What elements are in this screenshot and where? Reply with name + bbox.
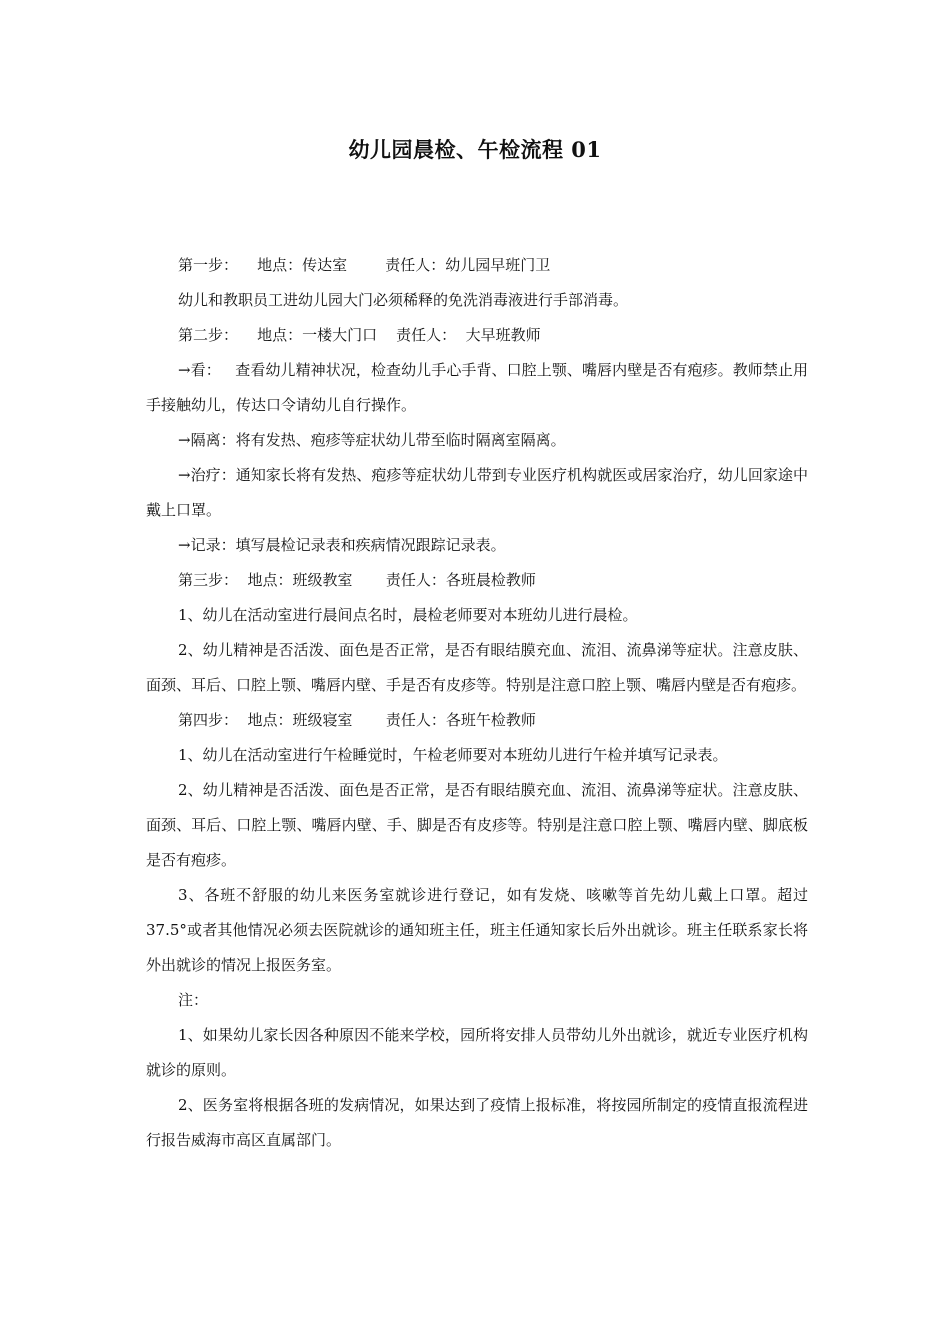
note-item-1: 1、如果幼儿家长因各种原因不能来学校，园所将安排人员带幼儿外出就诊，就近专业医疗机构就诊的原则。 xyxy=(146,1026,808,1079)
step3-heading: 第三步： 地点：班级教室 责任人：各班晨检教师 xyxy=(178,571,536,589)
step3-item-2: 2、幼儿精神是否活泼、面色是否正常，是否有眼结膜充血、流泪、流鼻涕等症状。注意皮肤、面颈、耳后、口腔上颚、嘴唇内壁、手是否有皮疹等。特别是注意口腔上颚、嘴唇内壁是否有疱疹。 xyxy=(146,641,808,694)
step2-heading: 第二步： 地点：一楼大门口 责任人： 大早班教师 xyxy=(178,326,541,344)
step2-isolate-paragraph: →隔离：将有发热、疱疹等症状幼儿带至临时隔离室隔离。 xyxy=(178,431,566,449)
step1-heading: 第一步： 地点：传达室 责任人：幼儿园早班门卫 xyxy=(178,256,551,274)
document-body xyxy=(146,248,813,1158)
step2-treat-paragraph: →治疗：通知家长将有发热、疱疹等症状幼儿带到专业医疗机构就医或居家治疗，幼儿回家途中戴上口罩。 xyxy=(146,466,808,519)
step3-item-1: 1、幼儿在活动室进行晨间点名时，晨检老师要对本班幼儿进行晨检。 xyxy=(178,606,638,624)
step4-item-3: 3、各班不舒服的幼儿来医务室就诊进行登记，如有发烧、咳嗽等首先幼儿戴上口罩。超过 37.5°或者其他情况必须去医院就诊的通知班主任，班主任通知家长后外出就诊。班主任联系家长将外出就诊的情况上报医务室。 xyxy=(146,886,813,974)
note-item-2: 2、医务室将根据各班的发病情况，如果达到了疫情上报标准，将按园所制定的疫情直报流程进行报告威海市高区直属部门。 xyxy=(146,1096,808,1149)
step4-item-1: 1、幼儿在活动室进行午检睡觉时，午检老师要对本班幼儿进行午检并填写记录表。 xyxy=(178,746,728,764)
step4-item-2: 2、幼儿精神是否活泼、面色是否正常，是否有眼结膜充血、流泪、流鼻涕等症状。注意皮肤、面颈、耳后、口腔上颚、嘴唇内壁、手、脚是否有皮疹等。特别是注意口腔上颚、嘴唇内壁、脚底板是否有疱疹。 xyxy=(146,781,808,869)
step2-record-paragraph: →记录：填写晨检记录表和疾病情况跟踪记录表。 xyxy=(178,536,506,554)
document-title: 幼儿园晨检、午检流程 01 xyxy=(348,137,602,162)
step1-paragraph: 幼儿和教职员工进幼儿园大门必须稀释的免洗消毒液进行手部消毒。 xyxy=(178,291,629,309)
note-heading: 注： xyxy=(178,991,209,1009)
step4-heading: 第四步： 地点：班级寝室 责任人：各班午检教师 xyxy=(178,711,536,729)
step2-look-paragraph: →看： 查看幼儿精神状况，检查幼儿手心手背、口腔上颚、嘴唇内壁是否有疱疹。教师禁止用手接触幼儿，传达口令请幼儿自行操作。 xyxy=(146,361,808,414)
